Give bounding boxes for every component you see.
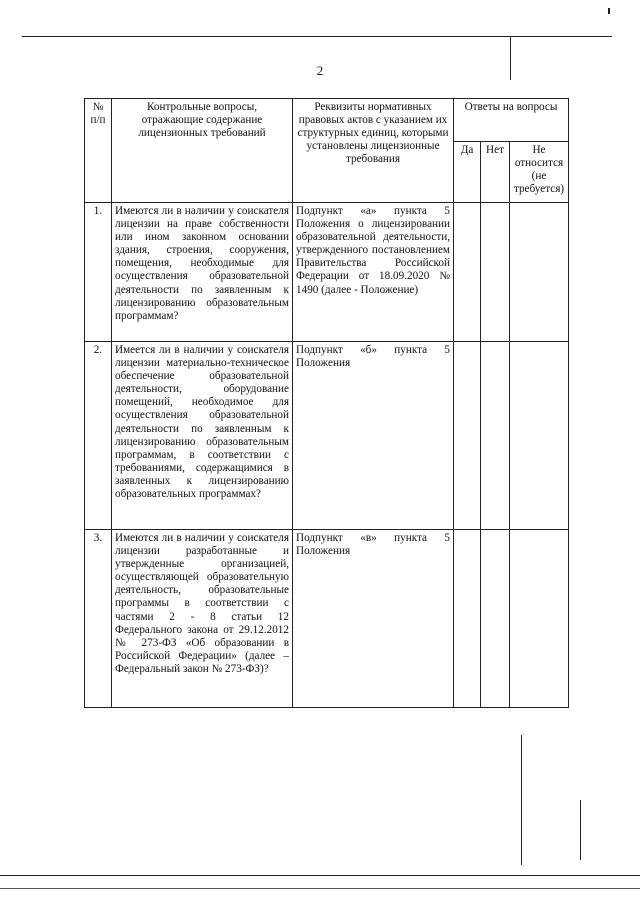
row-number: 3. <box>85 530 112 708</box>
table-row <box>85 203 569 342</box>
header-requisites: Реквизиты нормативных правовых актов с указанием их структурных единиц, которыми установлены лицензионные требования <box>293 99 454 203</box>
answer-not-applicable-cell[interactable] <box>510 530 569 708</box>
checklist-table <box>84 98 569 708</box>
scan-top-border <box>22 36 612 37</box>
header-not-applicable: Не относится (не требуется) <box>510 142 569 203</box>
row-number: 2. <box>85 342 112 530</box>
row-question: Имеется ли в наличии у соискателя лицензии материально-техническое обеспечение образовательной деятельности, оборудование помещений, необходимое для осуществления образовательной деятельности по заявленным к лицензированию образовательным программам, в соответствии с требованиями, содержащимися в заявленных к лицензированию образовательных программах? <box>112 342 293 530</box>
scan-bottom-border-2 <box>0 888 640 889</box>
answer-not-applicable-cell[interactable] <box>510 342 569 530</box>
header-questions: Контрольные вопросы, отражающие содержание лицензионных требований <box>112 99 293 203</box>
answer-no-cell[interactable] <box>481 203 510 342</box>
scan-bottom-border <box>0 875 640 876</box>
table-row <box>85 342 569 530</box>
row-requisite: Подпункт «а» пункта 5 Положения о лицензировании образовательной деятельности, утвержденного постановлением Правительства Российской Федерации от 18.09.2020 № 1490 (далее - Положение) <box>293 203 454 342</box>
header-yes: Да <box>454 142 481 203</box>
answer-yes-cell[interactable] <box>454 203 481 342</box>
row-question: Имеются ли в наличии у соискателя лицензии разработанные и утвержденные организацией, осуществляющей образовательную деятельность, образовательные программы в соответствии с частями 2 - 8 статьи 12 Федерального закона от 29.12.2012 № 273-ФЗ «Об образовании в Российской Федерации» (далее – Федеральный закон № 273-ФЗ)? <box>112 530 293 708</box>
row-number: 1. <box>85 203 112 342</box>
row-question: Имеются ли в наличии у соискателя лицензии на праве собственности или ином законном основании здания, строения, сооружения, помещения, необходимые для осуществления образовательной деятельности по заявленным к лицензированию образовательным программам? <box>112 203 293 342</box>
table-row <box>85 530 569 708</box>
header-row <box>85 99 569 142</box>
answer-yes-cell[interactable] <box>454 530 481 708</box>
row-requisite: Подпункт «в» пункта 5 Положения <box>293 530 454 708</box>
answer-not-applicable-cell[interactable] <box>510 203 569 342</box>
answer-no-cell[interactable] <box>481 530 510 708</box>
header-answers: Ответы на вопросы <box>454 99 569 142</box>
page-number: 2 <box>316 63 324 78</box>
header-no: Нет <box>481 142 510 203</box>
answer-yes-cell[interactable] <box>454 342 481 530</box>
scan-top-tick <box>608 8 610 14</box>
scan-right-edge-mark <box>580 800 581 860</box>
row-requisite: Подпункт «б» пункта 5 Положения <box>293 342 454 530</box>
answer-no-cell[interactable] <box>481 342 510 530</box>
scan-right-fold-bottom <box>521 735 522 865</box>
header-num: № п/п <box>85 99 112 203</box>
